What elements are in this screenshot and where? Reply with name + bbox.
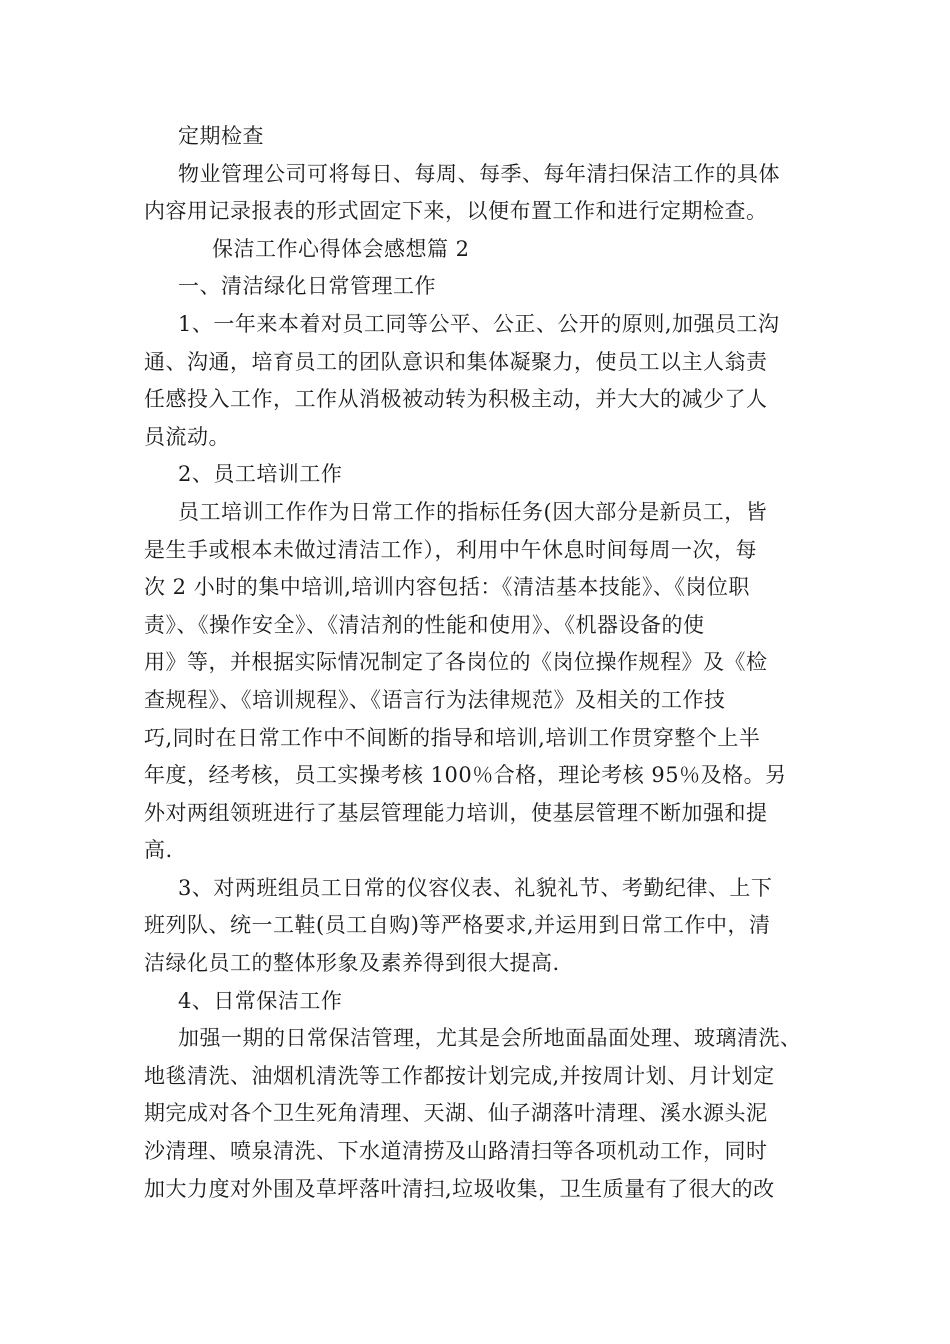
paragraph-line: 用》等，并根据实际情况制定了各岗位的《岗位操作规程》及《检	[144, 650, 768, 675]
paragraph-line: 年度，经考核，员工实操考核 100％合格，理论考核 95％及格。另	[144, 763, 787, 788]
paragraph-line: 地毯清洗、油烟机清洗等工作都按计划完成,并按周计划、月计划定	[144, 1063, 775, 1088]
paragraph-line: 期完成对各个卫生死角清理、天湖、仙子湖落叶清理、溪水源头泥	[144, 1101, 768, 1126]
paragraph-line: 内容用记录报表的形式固定下来，以便布置工作和进行定期检查。	[144, 199, 768, 224]
paragraph-line: 物业管理公司可将每日、每周、每季、每年清扫保洁工作的具体	[178, 161, 780, 186]
paragraph-line: 高.	[144, 838, 173, 863]
paragraph-line: 洁绿化员工的整体形象及素养得到很大提高.	[144, 951, 560, 976]
paragraph-line: 巧,同时在日常工作中不间断的指导和培训,培训工作贯穿整个上半	[144, 725, 761, 750]
paragraph-line: 通、沟通，培育员工的团队意识和集体凝聚力，使员工以主人翁责	[144, 349, 768, 374]
paragraph-line: 员工培训工作作为日常工作的指标任务(因大部分是新员工，皆	[178, 499, 768, 524]
paragraph-line: 加大力度对外围及草坪落叶清扫,垃圾收集，卫生质量有了很大的改	[144, 1176, 775, 1201]
section-title: 保洁工作心得体会感想篇 2	[212, 236, 470, 261]
paragraph-line: 是生手或根本未做过清洁工作），利用中午休息时间每周一次，每	[144, 537, 757, 562]
paragraph-line: 沙清理、喷泉清洗、下水道清捞及山路清扫等各项机动工作，同时	[144, 1139, 768, 1164]
paragraph-line: 外对两组领班进行了基层管理能力培训，使基层管理不断加强和提	[144, 800, 768, 825]
paragraph-line: 查规程》、《培训规程》、《语言行为法律规范》及相关的工作技	[144, 687, 726, 712]
paragraph-line: 1、一年来本着对员工同等公平、公正、公开的原则,加强员工沟	[178, 311, 780, 336]
subheading: 4、日常保洁工作	[178, 988, 343, 1013]
paragraph-line: 次 2 小时的集中培训,培训内容包括：《清洁基本技能》、《岗位职	[144, 575, 750, 600]
paragraph-line: 定期检查	[178, 124, 264, 148]
section-heading: 一、清洁绿化日常管理工作	[178, 274, 436, 299]
paragraph-line: 3、对两班组员工日常的仪容仪表、礼貌礼节、考勤纪律、上下	[178, 875, 773, 900]
paragraph-line: 责》、《操作安全》、《清洁剂的性能和使用》、《机器设备的使	[144, 612, 705, 637]
paragraph-line: 班列队、统一工鞋(员工自购)等严格要求,并运用到日常工作中，清	[144, 913, 771, 938]
paragraph-line: 加强一期的日常保洁管理，尤其是会所地面晶面处理、玻璃清洗、	[178, 1026, 802, 1051]
paragraph-line: 任感投入工作，工作从消极被动转为积极主动，并大大的减少了人	[144, 387, 768, 412]
document-body	[144, 118, 804, 1208]
subheading: 2、员工培训工作	[178, 462, 343, 487]
paragraph-line: 员流动。	[144, 424, 230, 449]
